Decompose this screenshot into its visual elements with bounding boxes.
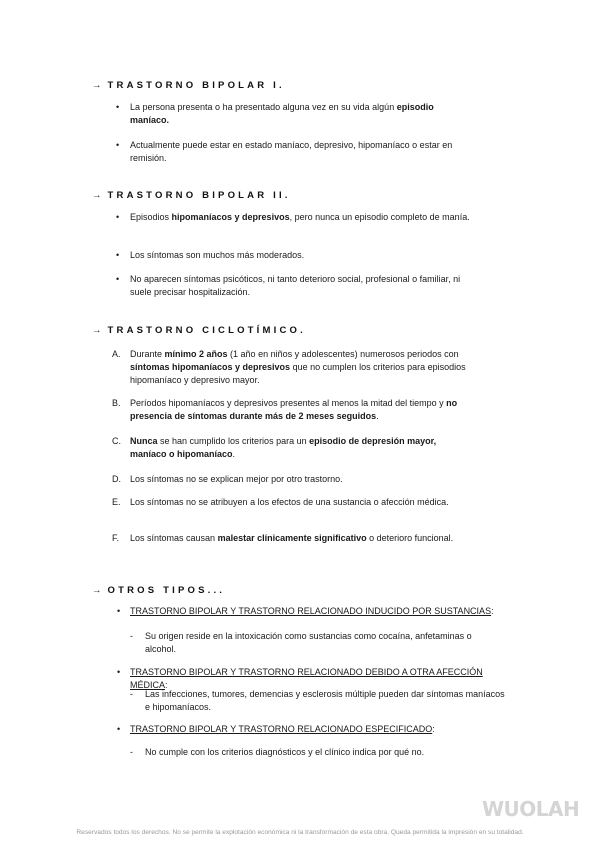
bullet-icon: • <box>116 140 120 150</box>
arrow-icon: → <box>92 585 102 596</box>
arrow-icon: → <box>92 190 102 201</box>
item-text: No cumple con los criterios diagnósticos y el clínico indica por qué no. <box>145 747 425 757</box>
item-text: Las infecciones, tumores, demencias y esclerosis múltiple pueden dar síntomas maníacos e hipomaníacos. <box>145 689 505 712</box>
item-marker: C. <box>112 436 121 446</box>
item-text: Los síntomas no se explican mejor por otro trastorno. <box>130 474 343 484</box>
section-title: TRASTORNO BIPOLAR II. <box>107 190 291 201</box>
item-text: Nunca se han cumplido los criterios para un episodio de depresión mayor, maníaco o hipomaníaco. <box>130 436 437 459</box>
item-text: TRASTORNO BIPOLAR Y TRASTORNO RELACIONADO ESPECIFICADO: <box>130 724 435 734</box>
item-text: Los síntomas causan malestar clínicamente significativo o deterioro funcional. <box>130 533 454 543</box>
item-text: Los síntomas no se atribuyen a los efectos de una sustancia o afección médica. <box>130 497 449 507</box>
item-marker: B. <box>112 398 121 408</box>
dash-icon: - <box>130 747 133 757</box>
item-text: TRASTORNO BIPOLAR Y TRASTORNO RELACIONADO INDUCIDO POR SUSTANCIAS: <box>130 606 494 616</box>
section-heading <box>92 585 225 596</box>
item-marker: E. <box>112 497 121 507</box>
arrow-icon: → <box>92 80 102 91</box>
item-text: Episodios hipomaníacos y depresivos, pero nunca un episodio completo de manía. <box>130 212 470 222</box>
item-text: La persona presenta o ha presentado alguna vez en su vida algún episodio maníaco. <box>130 102 434 125</box>
arrow-icon: → <box>92 325 102 336</box>
item-marker: F. <box>112 533 120 543</box>
footer-notice: Reservados todos los derechos. No se permite la explotación económica ni la transformación de esta obra. Queda permitida la impresión en su totalidad. <box>76 829 524 836</box>
bullet-icon: • <box>116 212 120 222</box>
item-text: Los síntomas son muchos más moderados. <box>130 250 305 260</box>
section-title: OTROS TIPOS... <box>107 585 226 596</box>
item-text: Su origen reside en la intoxicación como sustancias como cocaína, anfetaminas o alcohol. <box>145 631 472 654</box>
bullet-icon: • <box>116 250 120 260</box>
section-heading <box>92 80 285 91</box>
section-title: TRASTORNO BIPOLAR I. <box>107 80 285 91</box>
bullet-icon: • <box>117 724 121 734</box>
item-text: TRASTORNO BIPOLAR Y TRASTORNO RELACIONADO DEBIDO A OTRA AFECCIÓN MÉDICA: <box>130 667 483 690</box>
section-heading <box>92 190 291 201</box>
bullet-icon: • <box>117 667 121 677</box>
item-marker: D. <box>112 474 121 484</box>
watermark-logo: WUOLAH <box>482 797 580 821</box>
item-text: No aparecen síntomas psicóticos, ni tanto deterioro social, profesional o familiar, ni suele precisar hospitalización. <box>130 274 461 297</box>
dash-icon: - <box>130 631 133 641</box>
bullet-icon: • <box>117 606 121 616</box>
section-title: TRASTORNO CICLOTÍMICO. <box>107 325 306 336</box>
item-text: Actualmente puede estar en estado maníaco, depresivo, hipomaníaco o estar en remisión. <box>130 140 453 163</box>
section-heading <box>92 325 306 336</box>
item-marker: A. <box>112 349 121 359</box>
item-text: Períodos hipomaníacos y depresivos presentes al menos la mitad del tiempo y no presencia de síntomas durante más de 2 meses seguidos. <box>130 398 458 421</box>
item-text: Durante mínimo 2 años (1 año en niños y adolescentes) numerosos periodos con síntomas hipomaníacos y depresivos que no cumplen los criterios para episodios hipomaníaco y depresivo mayor. <box>130 349 466 385</box>
bullet-icon: • <box>116 102 120 112</box>
dash-icon: - <box>130 689 133 699</box>
bullet-icon: • <box>116 274 120 284</box>
